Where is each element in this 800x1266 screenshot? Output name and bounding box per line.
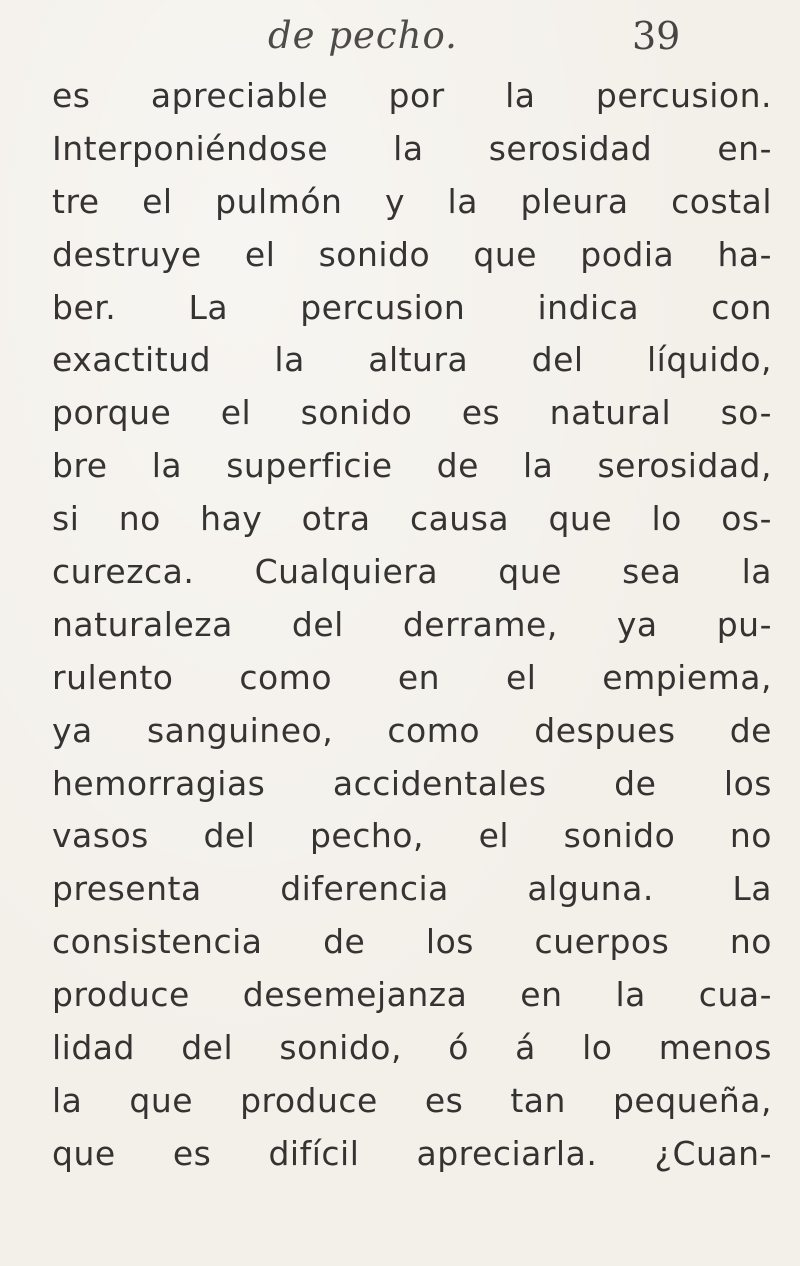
- text-line: ber. La percusion indica con: [52, 287, 772, 327]
- text-line: que es difícil apreciarla. ¿Cuan-: [52, 1133, 772, 1173]
- text-line: vasos del pecho, el sonido no: [52, 816, 772, 856]
- running-title: de pecho.: [268, 14, 458, 57]
- text-line: es apreciable por la percusion.: [52, 76, 772, 115]
- text-line: exactitud la altura del líquido,: [52, 340, 772, 380]
- text-line: la que produce es tan pequeña,: [52, 1080, 772, 1120]
- text-line: tre el pulmón y la pleura costal: [52, 181, 772, 221]
- text-line: destruye el sonido que podia ha-: [52, 234, 772, 274]
- text-line: bre la superficie de la serosidad,: [52, 446, 772, 486]
- text-line: lidad del sonido, ó á lo menos: [52, 1028, 772, 1068]
- text-line: Interponiéndose la serosidad en-: [52, 128, 772, 168]
- text-line: ya sanguineo, como despues de: [52, 710, 772, 750]
- text-line: si no hay otra causa que lo os-: [52, 499, 772, 539]
- text-line: presenta diferencia alguna. La: [52, 869, 772, 909]
- text-line: naturaleza del derrame, ya pu-: [52, 604, 772, 644]
- text-line: produce desemejanza en la cua-: [52, 975, 772, 1015]
- text-line: rulento como en el empiema,: [52, 657, 772, 697]
- running-head: [0, 14, 800, 64]
- text-line: hemorragias accidentales de los: [52, 763, 772, 803]
- text-line: curezca. Cualquiera que sea la: [52, 552, 772, 592]
- page-number: 39: [632, 14, 681, 58]
- text-line: consistencia de los cuerpos no: [52, 922, 772, 962]
- text-line: porque el sonido es natural so-: [52, 393, 772, 433]
- body-text: [52, 70, 772, 1181]
